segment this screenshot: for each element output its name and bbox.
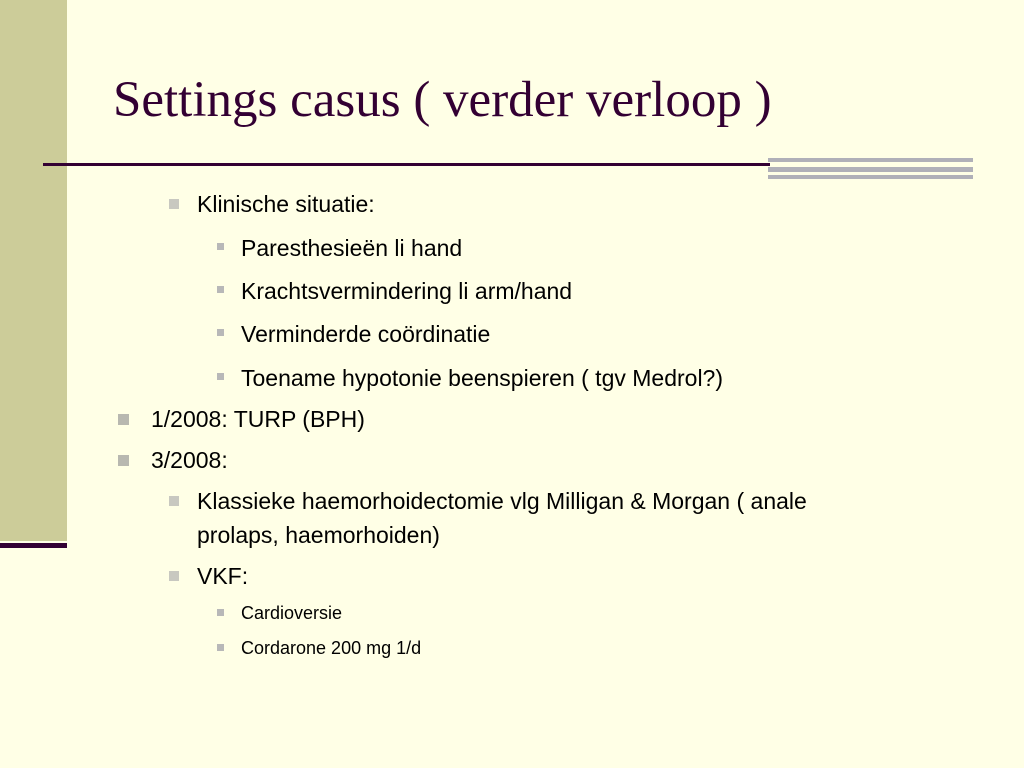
bullet-text: Klinische situatie: (197, 191, 375, 217)
bullet-text: Krachtsvermindering li arm/hand (241, 278, 573, 304)
bullet-text: Cordarone 200 mg 1/d (241, 638, 422, 658)
bullet-square-icon (217, 609, 224, 616)
bullet-3-2008 (151, 441, 228, 479)
sidebar-decoration (0, 0, 67, 541)
bullet-text: Toename hypotonie beenspieren ( tgv Medrol?) (241, 365, 724, 391)
bullet-text: 1/2008: TURP (BPH) (151, 406, 365, 432)
bullet-square-icon (118, 455, 129, 466)
bullet-haemorhoidectomie (197, 484, 807, 552)
bullet-text-line-2: prolaps, haemorhoiden) (197, 522, 440, 548)
title-underline (43, 163, 770, 166)
bullet-verminderde-coordinatie (241, 313, 490, 356)
bullet-square-icon (169, 496, 179, 506)
bullet-text: VKF: (197, 563, 249, 589)
title-accent-bars (768, 158, 973, 179)
bullet-text: Verminderde coördinatie (241, 321, 491, 347)
bullet-cardioversie (241, 596, 342, 630)
bullet-klinische-situatie (197, 187, 375, 221)
bullet-square-icon (217, 644, 224, 651)
slide-title: Settings casus ( verder verloop ) (113, 72, 772, 128)
bullet-cordarone (241, 631, 421, 665)
bullet-krachtsvermindering (241, 270, 572, 313)
bullet-text: Paresthesieën li hand (241, 235, 463, 261)
bullet-square-icon (169, 571, 179, 581)
bullet-square-icon (118, 414, 129, 425)
bullet-square-icon (217, 373, 224, 380)
bullet-text: 3/2008: (151, 447, 228, 473)
bullet-toename-hypotonie (241, 357, 723, 400)
bullet-vkf (197, 559, 248, 593)
sidebar-rule (0, 543, 67, 548)
bullet-turp (151, 400, 365, 438)
bullet-square-icon (217, 329, 224, 336)
bullet-square-icon (217, 243, 224, 250)
bullet-square-icon (217, 286, 224, 293)
bullet-text: Cardioversie (241, 603, 343, 623)
bullet-paresthesieen (241, 227, 462, 270)
bullet-text-line-1: Klassieke haemorhoidectomie vlg Milligan & Morgan ( anale (197, 488, 807, 514)
bullet-square-icon (169, 199, 179, 209)
